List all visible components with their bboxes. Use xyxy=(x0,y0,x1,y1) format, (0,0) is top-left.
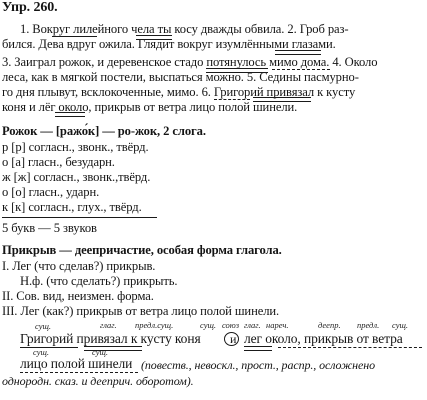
pos-label: сущ. xyxy=(200,320,217,330)
double-underline-mark xyxy=(206,68,268,73)
pos-label: союз xyxy=(222,320,240,330)
morph-line: I. Лег (что сделав?) прикрыв. xyxy=(2,259,156,273)
pos-label: сущ. xyxy=(92,347,109,357)
text-line-2: бился. Дева вдруг ожила. Глядит вокруг изумлёнными глазами. xyxy=(2,37,336,51)
text-line-3: 3. Заиграл рожок, и деревенское стадо потянулось мимо дома. 4. Около xyxy=(2,55,378,69)
sound-line: о [о] гласн., ударн. xyxy=(2,185,100,199)
conjunction-circle xyxy=(224,332,239,346)
double-underline-mark xyxy=(253,97,311,102)
sentence-note: (повеств., невоскл., прост., распр., осложнено xyxy=(141,358,375,372)
parse-line-1b: лег около, прикрыв от ветра xyxy=(244,331,403,346)
adverbial-underline xyxy=(20,369,138,373)
sound-line: р [р] согласн., звонк., твёрд. xyxy=(2,140,149,154)
double-underline-mark xyxy=(136,35,172,40)
double-underline-mark xyxy=(275,50,321,55)
predicate-underline xyxy=(244,346,272,351)
morph-line: III. Лег (как?) прикрыв от ветра лицо полой шинели. xyxy=(2,304,280,318)
sound-line: к [к] согласн., глух., твёрд. xyxy=(2,200,142,214)
adverbial-underline xyxy=(318,344,422,348)
adverbial-underline xyxy=(278,344,316,348)
pos-label: нареч. xyxy=(266,320,289,330)
text-line-4: леса, как в мягкой постели, выспаться можно. 5. Седины пасмурно- xyxy=(2,70,359,84)
pos-label: предл.сущ. xyxy=(135,320,174,330)
pos-label: сущ. xyxy=(35,321,52,331)
exercise-title: Упр. 260. xyxy=(2,0,58,15)
pos-label: сущ. xyxy=(33,347,50,357)
parse-line-2: лицо полой шинели xyxy=(20,356,133,371)
underline-mark xyxy=(52,36,97,37)
double-underline-mark xyxy=(55,112,85,117)
sound-line: ж [ж] согласн., звонк.,твёрд. xyxy=(2,170,151,184)
morph-line: II. Сов. вид, неизмен. форма. xyxy=(2,289,154,303)
parse-line-1: Григорий привязал к кусту коня xyxy=(20,331,201,346)
pos-label: глаг. xyxy=(244,320,261,330)
rozhok-summary: 5 букв — 5 звуков xyxy=(2,221,97,235)
pos-label: деепр. xyxy=(318,320,341,330)
dashed-underline-mark xyxy=(214,96,250,100)
text-line-1: 1. Вокруг лилейного чела ты косу дважды обвила. 2. Гроб раз- xyxy=(20,22,349,36)
sound-line: о [а] гласн., безударн. xyxy=(2,155,115,169)
prikryv-title: Прикрыв — деепричастие, особая форма глагола. xyxy=(2,243,282,257)
text-line-6: коня и лёг около, прикрыв от ветра лицо полой шинели. xyxy=(2,100,298,114)
sentence-note: однородн. сказ. и дееприч. оборотом). xyxy=(2,374,194,388)
morph-line: Н.ф. (что сделать?) прикрыть. xyxy=(20,274,178,288)
divider-line xyxy=(2,217,157,218)
text-line-5: го дня плывут, всклокоченные, мимо. 6. Григорий привязал к кусту xyxy=(2,85,356,99)
pos-label: предл. xyxy=(357,320,380,330)
dashed-underline-mark xyxy=(272,66,330,70)
pos-label: сущ. xyxy=(392,320,409,330)
conjunction: и xyxy=(230,332,237,346)
rozhok-title: Рожок — [ражо́к] — ро-жок, 2 слога. xyxy=(2,124,206,138)
pos-label: глаг. xyxy=(100,320,117,330)
